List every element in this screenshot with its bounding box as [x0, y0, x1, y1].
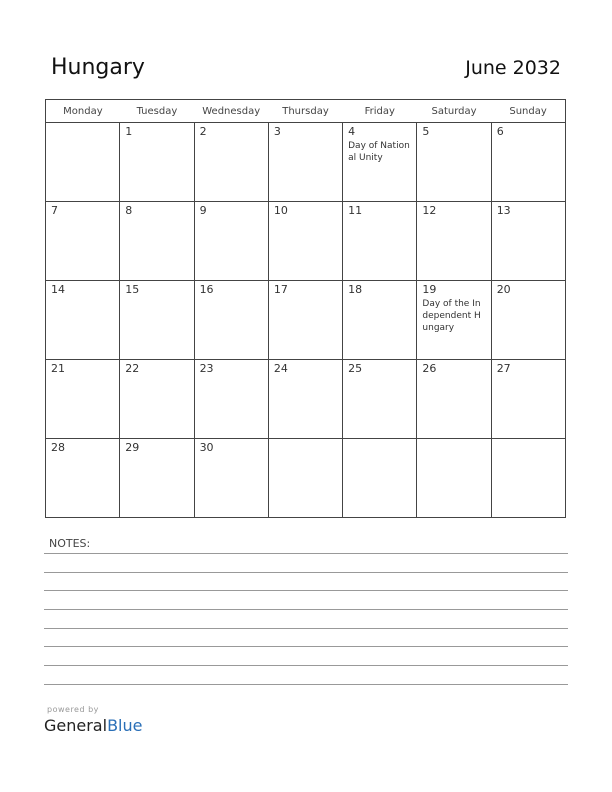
day-cell — [120, 281, 194, 360]
day-cell — [417, 360, 491, 439]
day-number: 20 — [496, 283, 511, 296]
day-number: 18 — [348, 283, 363, 296]
day-cell — [417, 281, 491, 360]
day-number: 4 — [348, 125, 356, 138]
day-cell — [194, 123, 268, 202]
day-number: 11 — [348, 204, 363, 217]
day-cell — [46, 281, 120, 360]
day-number: 6 — [496, 125, 504, 138]
day-number: 5 — [422, 125, 430, 138]
day-number: 13 — [496, 204, 511, 217]
notes-line — [44, 590, 568, 591]
weekday-header-row — [46, 100, 566, 123]
notes-line — [44, 684, 568, 685]
day-cell — [491, 281, 565, 360]
week-row — [46, 281, 566, 360]
notes-line — [44, 646, 568, 647]
week-row — [46, 439, 566, 518]
day-cell — [46, 202, 120, 281]
notes-line — [44, 628, 568, 629]
day-number: 2 — [199, 125, 207, 138]
day-cell — [268, 281, 342, 360]
day-cell — [343, 281, 417, 360]
day-number: 19 — [422, 283, 437, 296]
day-cell — [417, 202, 491, 281]
weekday-wednesday: Wednesday — [194, 100, 268, 123]
notes-line — [44, 572, 568, 573]
day-cell — [120, 360, 194, 439]
weekday-thursday: Thursday — [268, 100, 342, 123]
day-cell — [491, 439, 565, 518]
week-row — [46, 202, 566, 281]
day-cell — [194, 202, 268, 281]
calendar-month-title: June 2032 — [465, 57, 561, 79]
day-cell — [46, 123, 120, 202]
holiday-label: Day of National Unity — [348, 141, 410, 163]
day-number: 7 — [51, 204, 58, 217]
day-cell — [268, 123, 342, 202]
weekday-tuesday: Tuesday — [120, 100, 194, 123]
day-number: 30 — [199, 441, 214, 454]
generalblue-logo — [44, 716, 142, 735]
day-number: 1 — [125, 125, 133, 138]
day-cell — [268, 202, 342, 281]
day-number: 24 — [273, 362, 288, 375]
day-number: 12 — [422, 204, 437, 217]
day-cell — [491, 123, 565, 202]
notes-line — [44, 609, 568, 610]
notes-label: NOTES: — [49, 537, 91, 550]
day-number: 21 — [51, 362, 65, 375]
day-number: 27 — [496, 362, 511, 375]
notes-line — [44, 665, 568, 666]
weekday-sunday: Sunday — [491, 100, 565, 123]
day-number: 14 — [51, 283, 65, 296]
calendar-country-title: Hungary — [51, 55, 145, 80]
day-number: 28 — [51, 441, 65, 454]
weekday-monday: Monday — [46, 100, 120, 123]
day-cell — [120, 439, 194, 518]
brand-blue: Blue — [107, 716, 143, 735]
day-cell — [120, 123, 194, 202]
day-cell — [343, 202, 417, 281]
day-number: 15 — [125, 283, 140, 296]
week-row — [46, 360, 566, 439]
day-number: 23 — [199, 362, 214, 375]
day-number: 3 — [273, 125, 281, 138]
day-cell — [343, 439, 417, 518]
day-cell — [491, 360, 565, 439]
day-number: 10 — [273, 204, 288, 217]
day-cell — [268, 439, 342, 518]
day-cell — [491, 202, 565, 281]
holiday-label: Day of the Independent Hungary — [422, 299, 481, 333]
day-number: 26 — [422, 362, 437, 375]
day-cell — [46, 360, 120, 439]
day-cell — [194, 360, 268, 439]
day-cell — [268, 360, 342, 439]
day-cell — [343, 360, 417, 439]
day-number: 16 — [199, 283, 214, 296]
day-cell — [417, 439, 491, 518]
weekday-friday: Friday — [343, 100, 417, 123]
day-number: 8 — [125, 204, 133, 217]
notes-line — [44, 553, 568, 554]
day-number: 25 — [348, 362, 363, 375]
brand-general: General — [44, 716, 108, 735]
day-cell — [343, 123, 417, 202]
day-number: 17 — [273, 283, 288, 296]
day-cell — [417, 123, 491, 202]
day-number: 29 — [125, 441, 140, 454]
day-cell — [194, 281, 268, 360]
day-cell — [46, 439, 120, 518]
day-cell — [120, 202, 194, 281]
day-number: 9 — [199, 204, 207, 217]
calendar-grid — [45, 99, 566, 518]
day-number: 22 — [125, 362, 140, 375]
weekday-saturday: Saturday — [417, 100, 491, 123]
week-row — [46, 123, 566, 202]
day-cell — [194, 439, 268, 518]
powered-by-text: powered by — [47, 705, 99, 714]
